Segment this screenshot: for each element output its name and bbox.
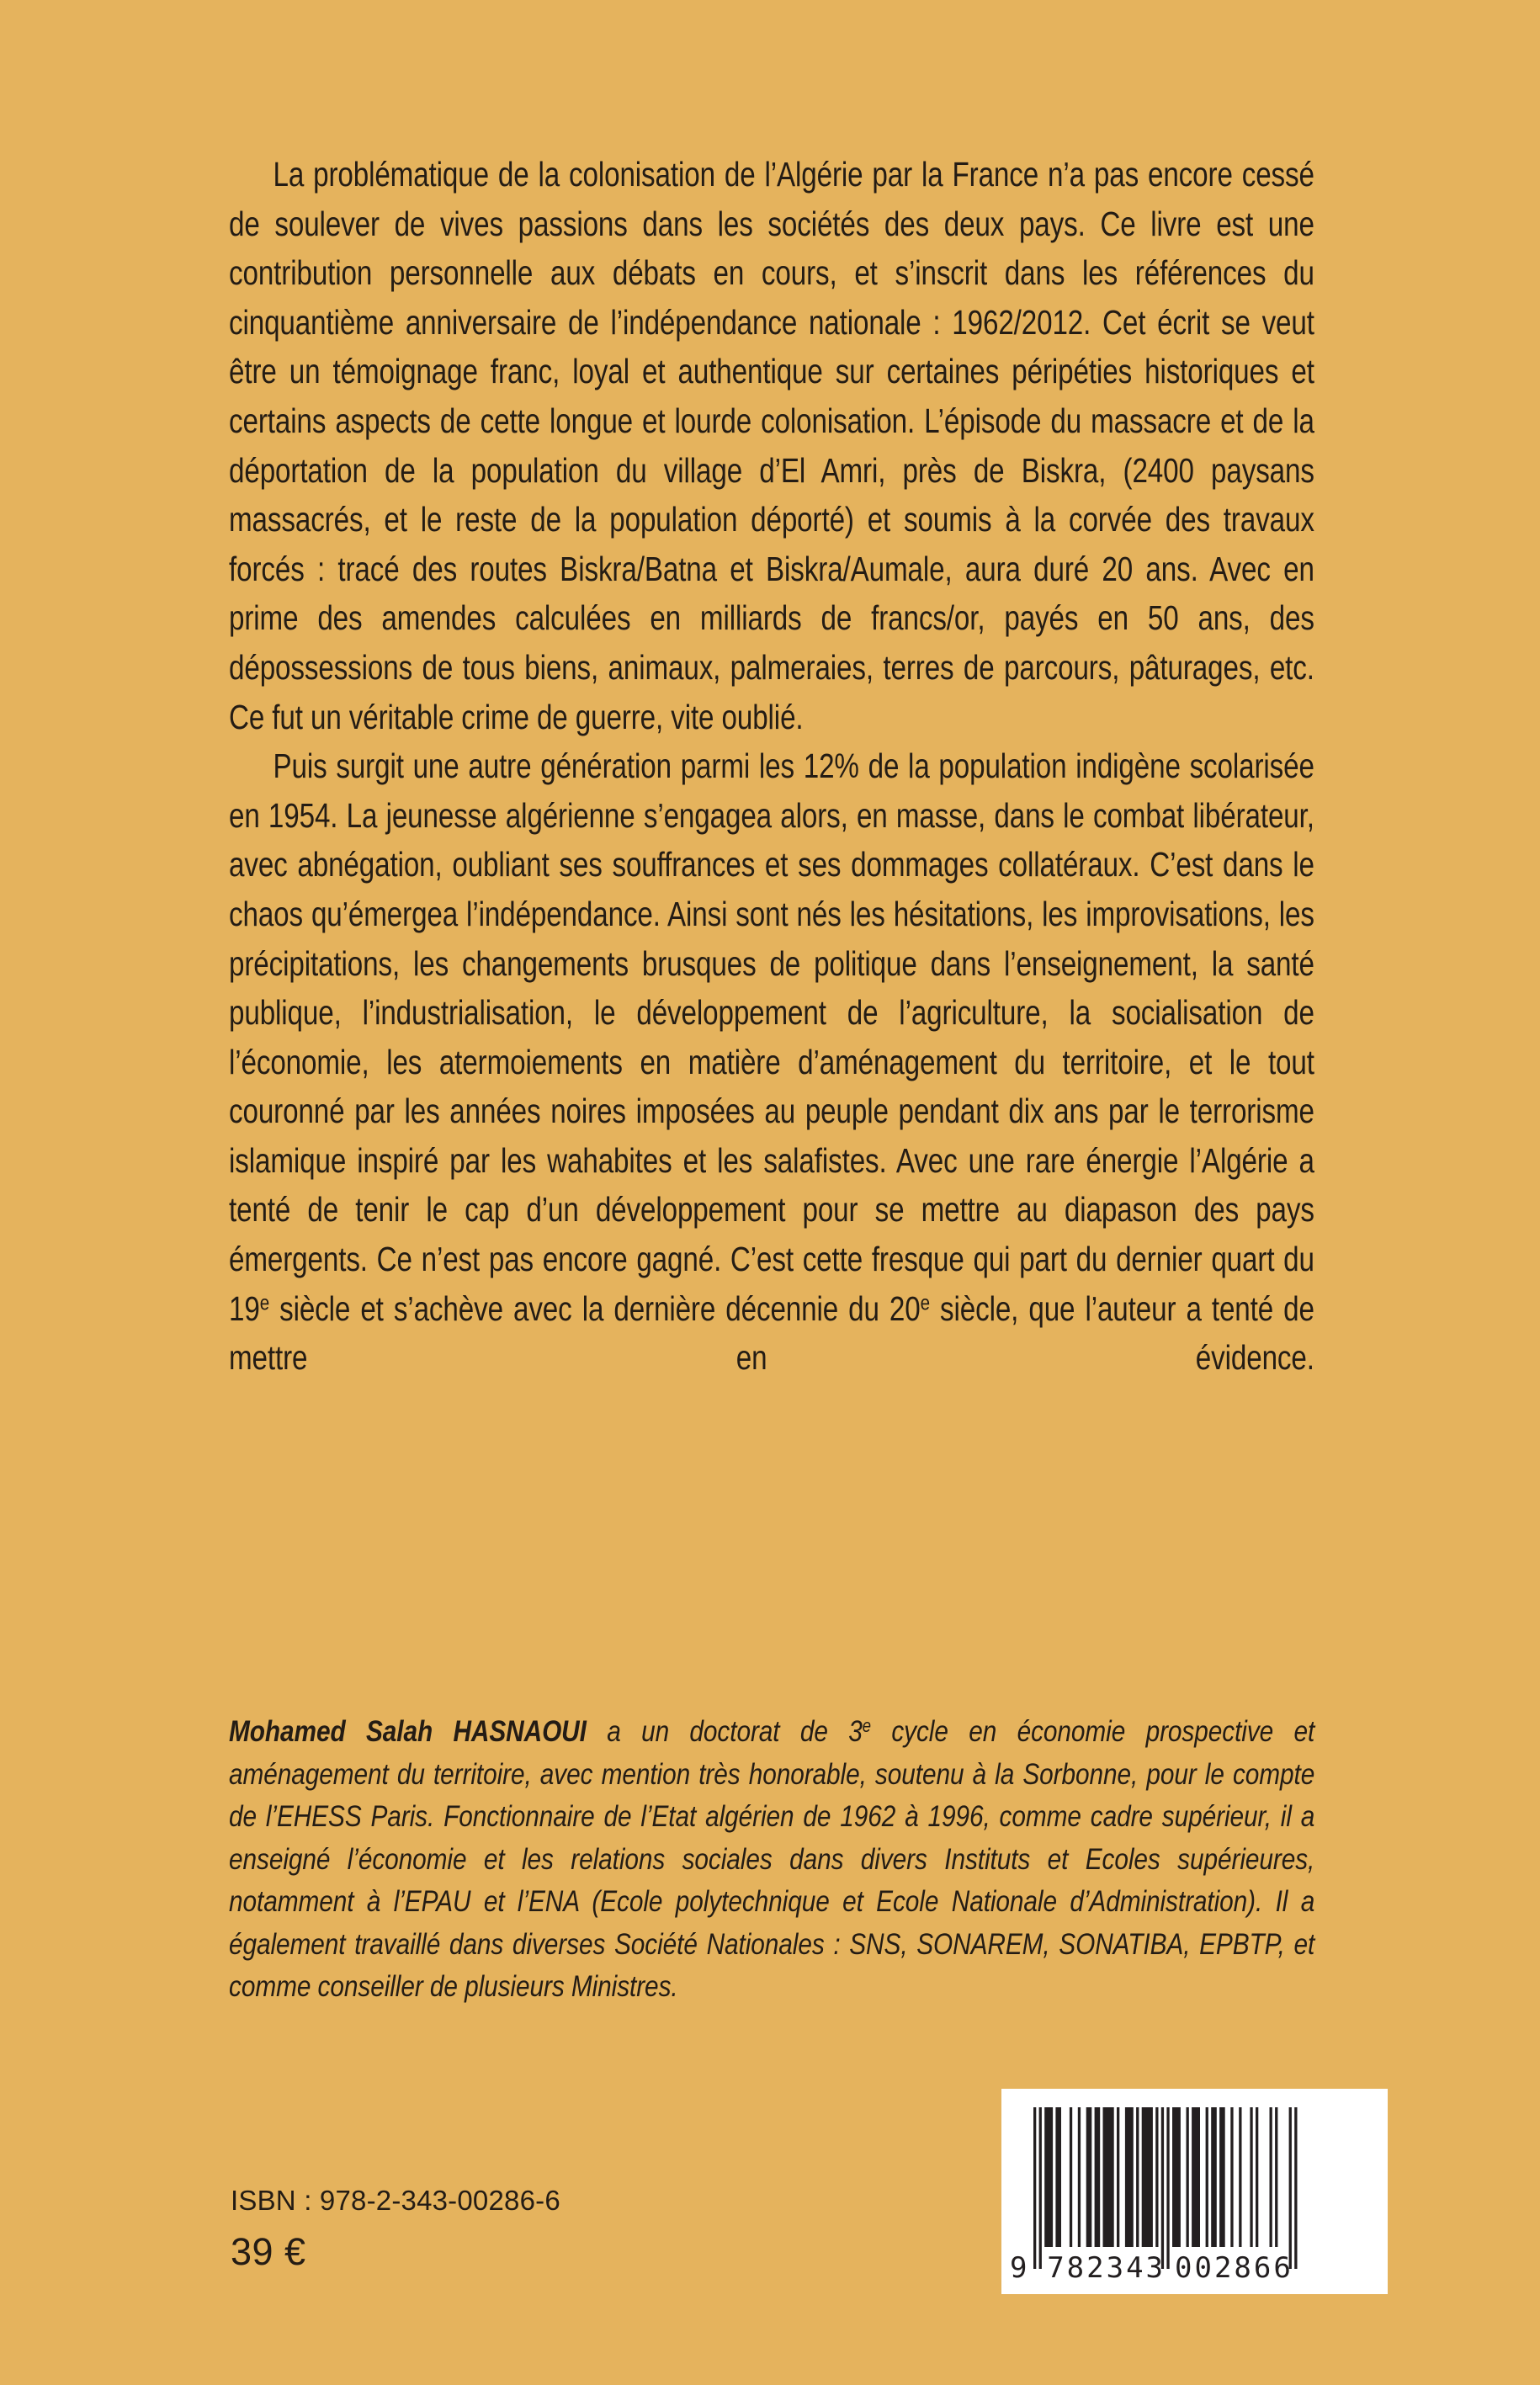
author-bio-text-b: cycle en économie prospective et aménagement du territoire, avec mention très honorable, soutenu à la Sorbonne, pour le compte de l’EHESS Paris. Fonctionnaire de l’Etat algérien de 1962 à 1996, comme cadre supérieur, il a enseigné l’économie et les relations sociales dans divers Instituts et Ecoles supérieures, notamment à l’EPAU et l’ENA (Ecole polytechnique et Ecole Nationale d’Administration). Il a également travaillé dans diverses Société Nationales : SNS, SONAREM, SONATIBA, EPBTP, et comme conseiller de plusieurs Ministres.	[229, 1714, 1315, 2003]
svg-text:9: 9	[1010, 2251, 1028, 2285]
author-biography	[229, 1710, 1314, 2008]
blurb-paragraph-2	[229, 741, 1314, 1432]
author-name: Mohamed Salah HASNAOUI	[229, 1714, 587, 1748]
blurb-paragraph-2-text-a: Puis surgit une autre génération parmi les 12% de la population indigène scolarisée en 1954. La jeunesse algérienne s’engagea alors, en masse, dans le combat libérateur, avec abnégation, oubliant ses souffrances et ses dommages collatéraux. C’est dans le chaos qu’émergea l’indépendance. Ainsi sont nés les hésitations, les improvisations, les précipitations, les changements brusques de politique dans l’enseignement, la santé publique, l’industrialisation, le développement de l’agriculture, la socialisation de l’économie, les atermoiements en matière d’aménagement du territoire, et le tout couronné par les années noires imposées au peuple pendant dix ans par le terrorisme islamique inspiré par les wahabites et les salafistes. Avec une rare énergie l’Algérie a tenté de tenir le cap d’un développement pour se mettre au diapason des pays émergents. Ce n’est pas encore gagné. C’est cette fresque qui part du dernier quart du	[229, 746, 1314, 1279]
author-biography-paragraph	[229, 1710, 1314, 2008]
ordinal-20-suffix: e	[920, 1291, 930, 1315]
blurb-paragraph-2-text-b: siècle et s’achève avec la dernière décennie du	[269, 1288, 889, 1328]
isbn-price-block	[231, 2185, 560, 2274]
ordinal-19: 19	[229, 1288, 260, 1328]
ean13-barcode-icon	[1001, 2089, 1388, 2294]
author-bio-text-a: a un doctorat de	[586, 1714, 849, 1748]
isbn-text: ISBN : 978-2-343-00286-6	[231, 2185, 560, 2216]
barcode-panel	[1001, 2089, 1388, 2294]
back-cover-blurb	[229, 150, 1314, 1432]
svg-text:782343: 782343	[1047, 2251, 1166, 2285]
blurb-paragraph-1-text: La problématique de la colonisation de l’Algérie par la France n’a pas encore cessé de soulever de vives passions dans les sociétés des deux pays. Ce livre est une contribution personnelle aux débats en cours, et s’inscrit dans les références du cinquantième anniversaire de l’indépendance nationale : 1962/2012. Cet écrit se veut être un témoignage franc, loyal et authentique sur certaines péripéties historiques et certains aspects de cette longue et lourde colonisation. L’épisode du massacre et de la déportation de la population du village d’El Amri, près de Biskra, (2400 paysans massacrés, et le reste de la population déporté) et soumis à la corvée des travaux forcés : tracé des routes Biskra/Batna et Biskra/Aumale, aura duré 20 ans. Avec en prime des amendes calculées en milliards de francs/or, payés en 50 ans, des dépossessions de tous biens, animaux, palmeraies, terres de parcours, pâturages, etc. Ce fut un véritable crime de guerre, vite oublié.	[229, 155, 1314, 736]
blurb-paragraph-1	[229, 150, 1314, 741]
ordinal-20: 20	[889, 1288, 921, 1328]
price-text: 39 €	[231, 2230, 306, 2273]
ordinal-3-suffix: e	[862, 1715, 871, 1736]
blurb-paragraph-2-text-c: siècle, que l’auteur a tenté de mettre en évidence.	[229, 1288, 1314, 1378]
svg-text:002866: 002866	[1175, 2251, 1293, 2285]
ordinal-19-suffix: e	[259, 1291, 270, 1315]
ordinal-3: 3	[848, 1714, 863, 1748]
